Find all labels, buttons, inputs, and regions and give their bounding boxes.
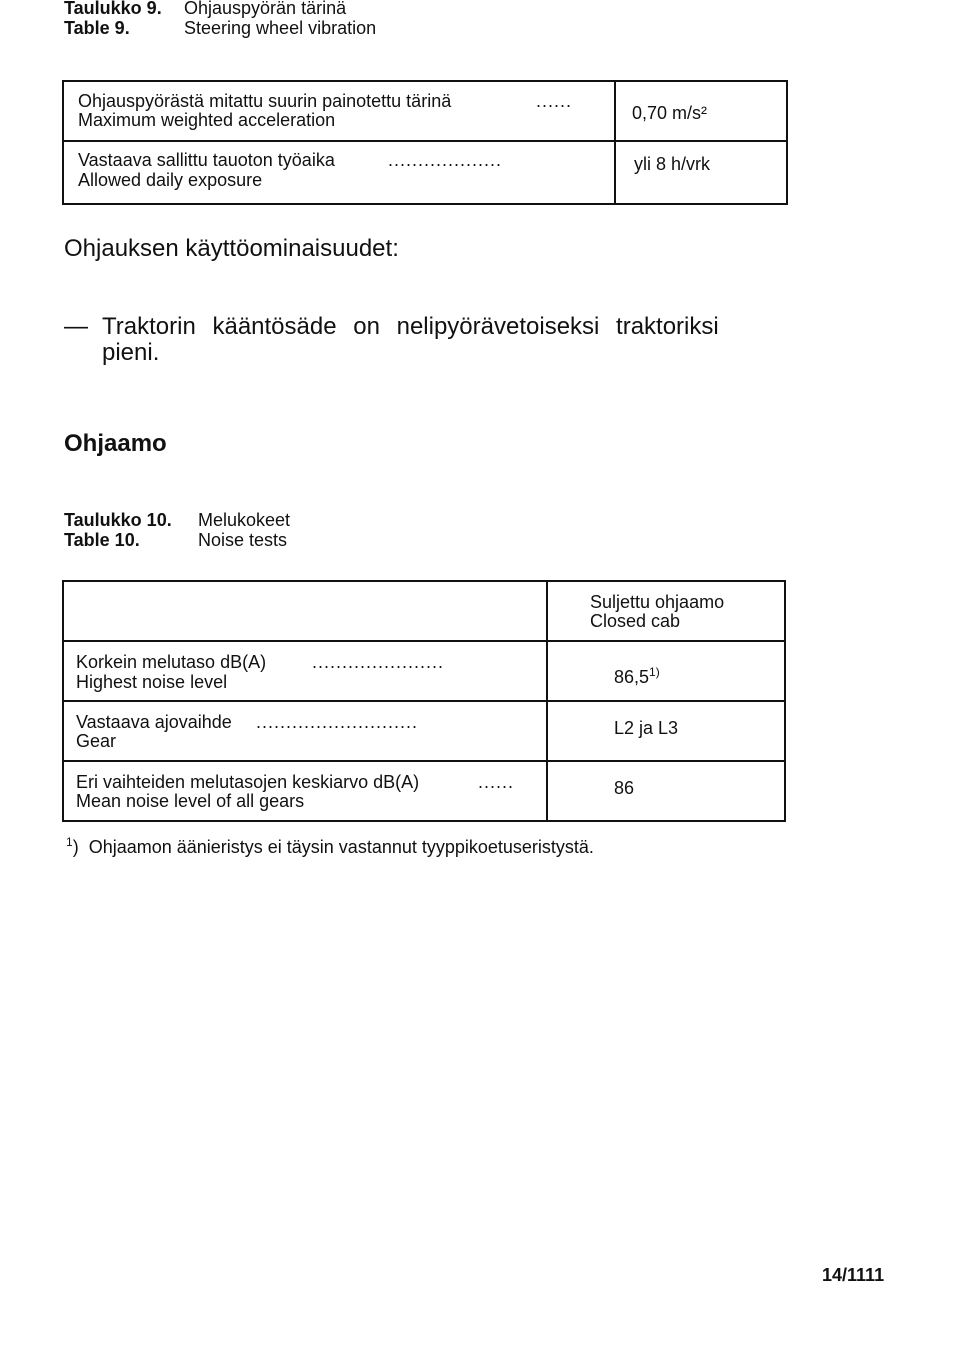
- bullet-dash: —: [64, 313, 88, 340]
- table10-header-en: Closed cab: [590, 611, 681, 631]
- footnote: [66, 831, 594, 858]
- table9-row-divider: [62, 140, 786, 142]
- table9-row1-label-en: Maximum weighted acceleration: [78, 110, 336, 130]
- cab-heading: Ohjaamo: [64, 430, 167, 457]
- footnote-text: Ohjaamon äänieristys ei täysin vastannut tyyppikoetuseristystä.: [88, 837, 594, 857]
- table9-row2-leader: ...................: [388, 150, 503, 170]
- table9-label-fi: Taulukko 9.: [64, 0, 162, 18]
- bullet-text-line1: Traktorin kääntösäde on nelipyörävetoiseksi traktoriksi: [102, 313, 719, 340]
- table10-title-en: Noise tests: [198, 530, 288, 550]
- table10-label-fi: Taulukko 10.: [64, 510, 172, 530]
- table10-row2-value: L2 ja L3: [614, 718, 679, 738]
- bullet-text-line2: pieni.: [102, 339, 160, 366]
- table9-row1-label-fi: Ohjauspyörästä mitattu suurin painotettu tärinä: [78, 91, 452, 111]
- footnote-paren: ): [72, 837, 79, 857]
- table10-row-divider-2: [62, 700, 784, 702]
- table10-row1-leader: ......................: [312, 652, 445, 672]
- table10-row1-label-en: Highest noise level: [76, 672, 228, 692]
- table10-row-divider-3: [62, 760, 784, 762]
- table10-label-en: Table 10.: [64, 530, 140, 550]
- table9-row2-value: yli 8 h/vrk: [634, 154, 711, 174]
- footnote-marker: 1: [66, 835, 73, 849]
- table9-title-en: Steering wheel vibration: [184, 18, 377, 38]
- table9-row1-leader: ......: [536, 91, 573, 111]
- table10-title-fi: Melukokeet: [198, 510, 291, 530]
- table10-row2-label-fi: Vastaava ajovaihde: [76, 712, 232, 732]
- page-number: 14/1111: [822, 1265, 885, 1285]
- table9-caption: [64, 0, 376, 38]
- table10-row1-label-fi: Korkein melutaso dB(A): [76, 652, 267, 672]
- table9-row2-label-en: Allowed daily exposure: [78, 170, 263, 190]
- table9-row1-value: 0,70 m/s²: [632, 103, 708, 123]
- table10-row3-leader: ......: [478, 772, 515, 792]
- table10-row3-label-en: Mean noise level of all gears: [76, 791, 305, 811]
- table9-row2-label-fi: Vastaava sallittu tauoton työaika: [78, 150, 335, 170]
- table10-caption: [64, 510, 290, 550]
- table10-row3-label-fi: Eri vaihteiden melutasojen keskiarvo dB(A): [76, 772, 420, 792]
- table10-row-divider-1: [62, 640, 784, 642]
- section-heading: Ohjauksen käyttöominaisuudet:: [64, 235, 399, 262]
- table9-label-en: Table 9.: [64, 18, 130, 38]
- table9-title-fi: Ohjauspyörän tärinä: [184, 0, 347, 18]
- table10-row1-value: [614, 662, 660, 687]
- table10-header-fi: Suljettu ohjaamo: [590, 592, 725, 612]
- table10-row1-footnote-ref: 1): [649, 665, 660, 679]
- table10-row2-label-en: Gear: [76, 731, 117, 751]
- table10-row2-leader: ...........................: [256, 712, 419, 732]
- table10-row1-value-number: 86,5: [614, 667, 650, 687]
- table10-row3-value: 86: [614, 778, 635, 798]
